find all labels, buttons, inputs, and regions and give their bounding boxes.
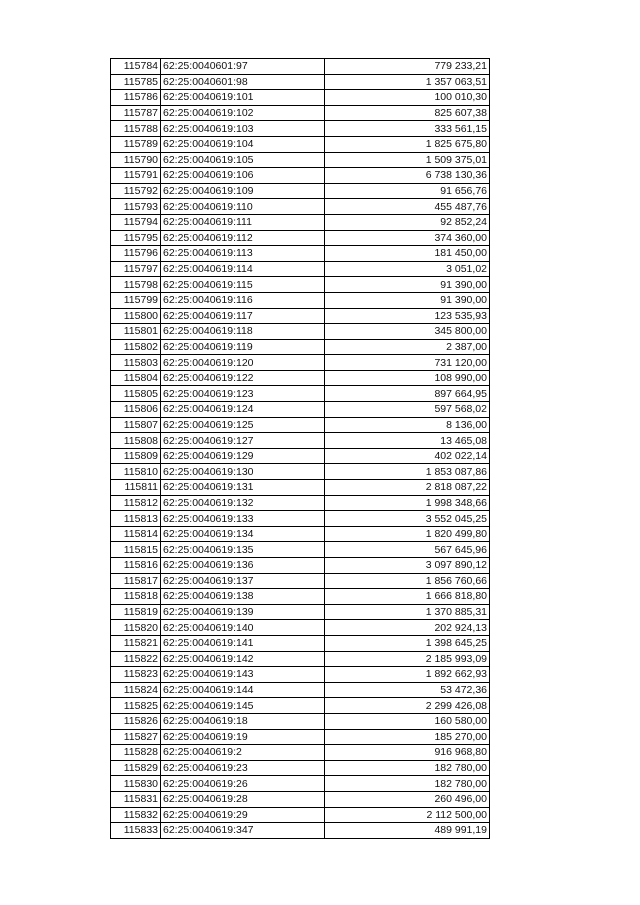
table-row [111, 230, 490, 246]
table-row [111, 90, 490, 106]
table-row [111, 573, 490, 589]
table-row [111, 246, 490, 262]
cadastral-value-cell: 455 487,76 [325, 199, 490, 215]
cadastral-number-cell: 62:25:0040601:98 [161, 74, 325, 90]
cadastral-number-cell: 62:25:0040619:113 [161, 246, 325, 262]
cadastral-number-cell: 62:25:0040619:114 [161, 261, 325, 277]
cadastral-value-cell: 2 299 426,08 [325, 698, 490, 714]
cadastral-number-cell: 62:25:0040619:143 [161, 667, 325, 683]
cadastral-number-cell: 62:25:0040619:130 [161, 464, 325, 480]
cadastral-number-cell: 62:25:0040619:132 [161, 495, 325, 511]
table-row [111, 620, 490, 636]
cadastral-number-cell: 62:25:0040619:23 [161, 760, 325, 776]
row-number-cell: 115816 [111, 558, 161, 574]
table-row [111, 480, 490, 496]
row-number-cell: 115832 [111, 807, 161, 823]
table-row [111, 199, 490, 215]
row-number-cell: 115786 [111, 90, 161, 106]
cadastral-value-cell: 91 390,00 [325, 292, 490, 308]
cadastral-value-cell: 3 552 045,25 [325, 511, 490, 527]
cadastral-number-cell: 62:25:0040619:103 [161, 121, 325, 137]
row-number-cell: 115787 [111, 105, 161, 121]
row-number-cell: 115803 [111, 355, 161, 371]
cadastral-number-cell: 62:25:0040619:124 [161, 402, 325, 418]
row-number-cell: 115833 [111, 823, 161, 839]
row-number-cell: 115831 [111, 791, 161, 807]
cadastral-number-cell: 62:25:0040619:135 [161, 542, 325, 558]
row-number-cell: 115808 [111, 433, 161, 449]
row-number-cell: 115804 [111, 370, 161, 386]
table-row [111, 74, 490, 90]
table-row [111, 635, 490, 651]
cadastral-value-cell: 100 010,30 [325, 90, 490, 106]
table-row [111, 121, 490, 137]
table-row [111, 355, 490, 371]
table-row [111, 417, 490, 433]
cadastral-value-cell: 333 561,15 [325, 121, 490, 137]
table-row [111, 682, 490, 698]
cadastral-number-cell: 62:25:0040619:19 [161, 729, 325, 745]
table-row [111, 713, 490, 729]
cadastral-value-table [110, 58, 490, 839]
cadastral-value-cell: 2 818 087,22 [325, 480, 490, 496]
row-number-cell: 115796 [111, 246, 161, 262]
cadastral-number-cell: 62:25:0040619:136 [161, 558, 325, 574]
table-row [111, 183, 490, 199]
cadastral-number-cell: 62:25:0040601:97 [161, 59, 325, 75]
cadastral-number-cell: 62:25:0040619:144 [161, 682, 325, 698]
row-number-cell: 115811 [111, 480, 161, 496]
cadastral-value-cell: 345 800,00 [325, 324, 490, 340]
cadastral-number-cell: 62:25:0040619:134 [161, 526, 325, 542]
cadastral-number-cell: 62:25:0040619:131 [161, 480, 325, 496]
row-number-cell: 115820 [111, 620, 161, 636]
row-number-cell: 115818 [111, 589, 161, 605]
table-row [111, 308, 490, 324]
table-row [111, 589, 490, 605]
row-number-cell: 115785 [111, 74, 161, 90]
cadastral-value-cell: 1 825 675,80 [325, 136, 490, 152]
cadastral-value-cell: 1 357 063,51 [325, 74, 490, 90]
cadastral-value-cell: 123 535,93 [325, 308, 490, 324]
cadastral-value-cell: 2 112 500,00 [325, 807, 490, 823]
table-row [111, 261, 490, 277]
cadastral-value-cell: 182 780,00 [325, 760, 490, 776]
cadastral-number-cell: 62:25:0040619:120 [161, 355, 325, 371]
cadastral-value-cell: 1 853 087,86 [325, 464, 490, 480]
table-row [111, 745, 490, 761]
cadastral-number-cell: 62:25:0040619:115 [161, 277, 325, 293]
cadastral-number-cell: 62:25:0040619:102 [161, 105, 325, 121]
row-number-cell: 115825 [111, 698, 161, 714]
cadastral-value-cell: 779 233,21 [325, 59, 490, 75]
cadastral-value-cell: 91 390,00 [325, 277, 490, 293]
cadastral-number-cell: 62:25:0040619:138 [161, 589, 325, 605]
cadastral-number-cell: 62:25:0040619:105 [161, 152, 325, 168]
cadastral-value-cell: 53 472,36 [325, 682, 490, 698]
cadastral-value-cell: 1 509 375,01 [325, 152, 490, 168]
cadastral-number-cell: 62:25:0040619:116 [161, 292, 325, 308]
row-number-cell: 115827 [111, 729, 161, 745]
cadastral-number-cell: 62:25:0040619:118 [161, 324, 325, 340]
row-number-cell: 115817 [111, 573, 161, 589]
row-number-cell: 115822 [111, 651, 161, 667]
table-row [111, 370, 490, 386]
cadastral-value-cell: 897 664,95 [325, 386, 490, 402]
cadastral-value-cell: 1 666 818,80 [325, 589, 490, 605]
cadastral-number-cell: 62:25:0040619:137 [161, 573, 325, 589]
table-row [111, 760, 490, 776]
cadastral-number-cell: 62:25:0040619:110 [161, 199, 325, 215]
cadastral-value-cell: 92 852,24 [325, 214, 490, 230]
row-number-cell: 115791 [111, 168, 161, 184]
cadastral-value-cell: 182 780,00 [325, 776, 490, 792]
cadastral-number-cell: 62:25:0040619:117 [161, 308, 325, 324]
table-row [111, 651, 490, 667]
table-row [111, 292, 490, 308]
cadastral-value-cell: 731 120,00 [325, 355, 490, 371]
cadastral-value-cell: 91 656,76 [325, 183, 490, 199]
row-number-cell: 115798 [111, 277, 161, 293]
table-row [111, 667, 490, 683]
row-number-cell: 115810 [111, 464, 161, 480]
row-number-cell: 115814 [111, 526, 161, 542]
table-row [111, 433, 490, 449]
cadastral-number-cell: 62:25:0040619:101 [161, 90, 325, 106]
row-number-cell: 115802 [111, 339, 161, 355]
cadastral-number-cell: 62:25:0040619:109 [161, 183, 325, 199]
cadastral-number-cell: 62:25:0040619:29 [161, 807, 325, 823]
table-body [111, 59, 490, 839]
table-row [111, 558, 490, 574]
row-number-cell: 115813 [111, 511, 161, 527]
row-number-cell: 115790 [111, 152, 161, 168]
row-number-cell: 115797 [111, 261, 161, 277]
table-row [111, 464, 490, 480]
row-number-cell: 115792 [111, 183, 161, 199]
cadastral-number-cell: 62:25:0040619:112 [161, 230, 325, 246]
cadastral-number-cell: 62:25:0040619:119 [161, 339, 325, 355]
cadastral-number-cell: 62:25:0040619:111 [161, 214, 325, 230]
cadastral-value-cell: 6 738 130,36 [325, 168, 490, 184]
table-row [111, 807, 490, 823]
cadastral-number-cell: 62:25:0040619:2 [161, 745, 325, 761]
row-number-cell: 115826 [111, 713, 161, 729]
cadastral-value-cell: 825 607,38 [325, 105, 490, 121]
row-number-cell: 115806 [111, 402, 161, 418]
row-number-cell: 115788 [111, 121, 161, 137]
table-row [111, 105, 490, 121]
table-row [111, 791, 490, 807]
cadastral-value-cell: 13 465,08 [325, 433, 490, 449]
row-number-cell: 115793 [111, 199, 161, 215]
cadastral-value-cell: 567 645,96 [325, 542, 490, 558]
cadastral-number-cell: 62:25:0040619:347 [161, 823, 325, 839]
row-number-cell: 115829 [111, 760, 161, 776]
cadastral-value-cell: 8 136,00 [325, 417, 490, 433]
table-row [111, 386, 490, 402]
cadastral-number-cell: 62:25:0040619:139 [161, 604, 325, 620]
cadastral-number-cell: 62:25:0040619:133 [161, 511, 325, 527]
table-row [111, 59, 490, 75]
cadastral-value-cell: 374 360,00 [325, 230, 490, 246]
cadastral-number-cell: 62:25:0040619:140 [161, 620, 325, 636]
cadastral-value-cell: 1 370 885,31 [325, 604, 490, 620]
table-row [111, 823, 490, 839]
row-number-cell: 115800 [111, 308, 161, 324]
row-number-cell: 115799 [111, 292, 161, 308]
table-row [111, 495, 490, 511]
row-number-cell: 115828 [111, 745, 161, 761]
cadastral-value-cell: 2 387,00 [325, 339, 490, 355]
cadastral-number-cell: 62:25:0040619:125 [161, 417, 325, 433]
row-number-cell: 115789 [111, 136, 161, 152]
cadastral-number-cell: 62:25:0040619:18 [161, 713, 325, 729]
cadastral-value-cell: 1 998 348,66 [325, 495, 490, 511]
cadastral-number-cell: 62:25:0040619:28 [161, 791, 325, 807]
table-row [111, 776, 490, 792]
row-number-cell: 115830 [111, 776, 161, 792]
cadastral-number-cell: 62:25:0040619:106 [161, 168, 325, 184]
row-number-cell: 115784 [111, 59, 161, 75]
table-row [111, 339, 490, 355]
row-number-cell: 115824 [111, 682, 161, 698]
cadastral-number-cell: 62:25:0040619:123 [161, 386, 325, 402]
cadastral-value-cell: 3 097 890,12 [325, 558, 490, 574]
table-row [111, 277, 490, 293]
row-number-cell: 115794 [111, 214, 161, 230]
table-row [111, 214, 490, 230]
table-row [111, 542, 490, 558]
cadastral-value-cell: 185 270,00 [325, 729, 490, 745]
row-number-cell: 115805 [111, 386, 161, 402]
table-row [111, 448, 490, 464]
table-row [111, 168, 490, 184]
cadastral-value-cell: 1 892 662,93 [325, 667, 490, 683]
cadastral-value-cell: 489 991,19 [325, 823, 490, 839]
cadastral-number-cell: 62:25:0040619:127 [161, 433, 325, 449]
table-row [111, 152, 490, 168]
cadastral-number-cell: 62:25:0040619:141 [161, 635, 325, 651]
cadastral-value-cell: 181 450,00 [325, 246, 490, 262]
cadastral-number-cell: 62:25:0040619:145 [161, 698, 325, 714]
cadastral-value-cell: 1 398 645,25 [325, 635, 490, 651]
row-number-cell: 115819 [111, 604, 161, 620]
cadastral-value-cell: 1 856 760,66 [325, 573, 490, 589]
row-number-cell: 115815 [111, 542, 161, 558]
cadastral-value-cell: 1 820 499,80 [325, 526, 490, 542]
cadastral-number-cell: 62:25:0040619:129 [161, 448, 325, 464]
table-row [111, 604, 490, 620]
row-number-cell: 115809 [111, 448, 161, 464]
cadastral-value-cell: 160 580,00 [325, 713, 490, 729]
cadastral-value-cell: 597 568,02 [325, 402, 490, 418]
table-row [111, 324, 490, 340]
cadastral-value-cell: 108 990,00 [325, 370, 490, 386]
table-row [111, 526, 490, 542]
table-row [111, 402, 490, 418]
table-row [111, 511, 490, 527]
row-number-cell: 115807 [111, 417, 161, 433]
cadastral-value-cell: 260 496,00 [325, 791, 490, 807]
cadastral-value-cell: 402 022,14 [325, 448, 490, 464]
row-number-cell: 115812 [111, 495, 161, 511]
row-number-cell: 115821 [111, 635, 161, 651]
cadastral-number-cell: 62:25:0040619:122 [161, 370, 325, 386]
cadastral-number-cell: 62:25:0040619:26 [161, 776, 325, 792]
row-number-cell: 115823 [111, 667, 161, 683]
cadastral-number-cell: 62:25:0040619:104 [161, 136, 325, 152]
cadastral-value-cell: 2 185 993,09 [325, 651, 490, 667]
cadastral-value-cell: 202 924,13 [325, 620, 490, 636]
table-row [111, 136, 490, 152]
cadastral-value-cell: 916 968,80 [325, 745, 490, 761]
table-row [111, 698, 490, 714]
row-number-cell: 115795 [111, 230, 161, 246]
cadastral-value-cell: 3 051,02 [325, 261, 490, 277]
cadastral-number-cell: 62:25:0040619:142 [161, 651, 325, 667]
table-row [111, 729, 490, 745]
row-number-cell: 115801 [111, 324, 161, 340]
